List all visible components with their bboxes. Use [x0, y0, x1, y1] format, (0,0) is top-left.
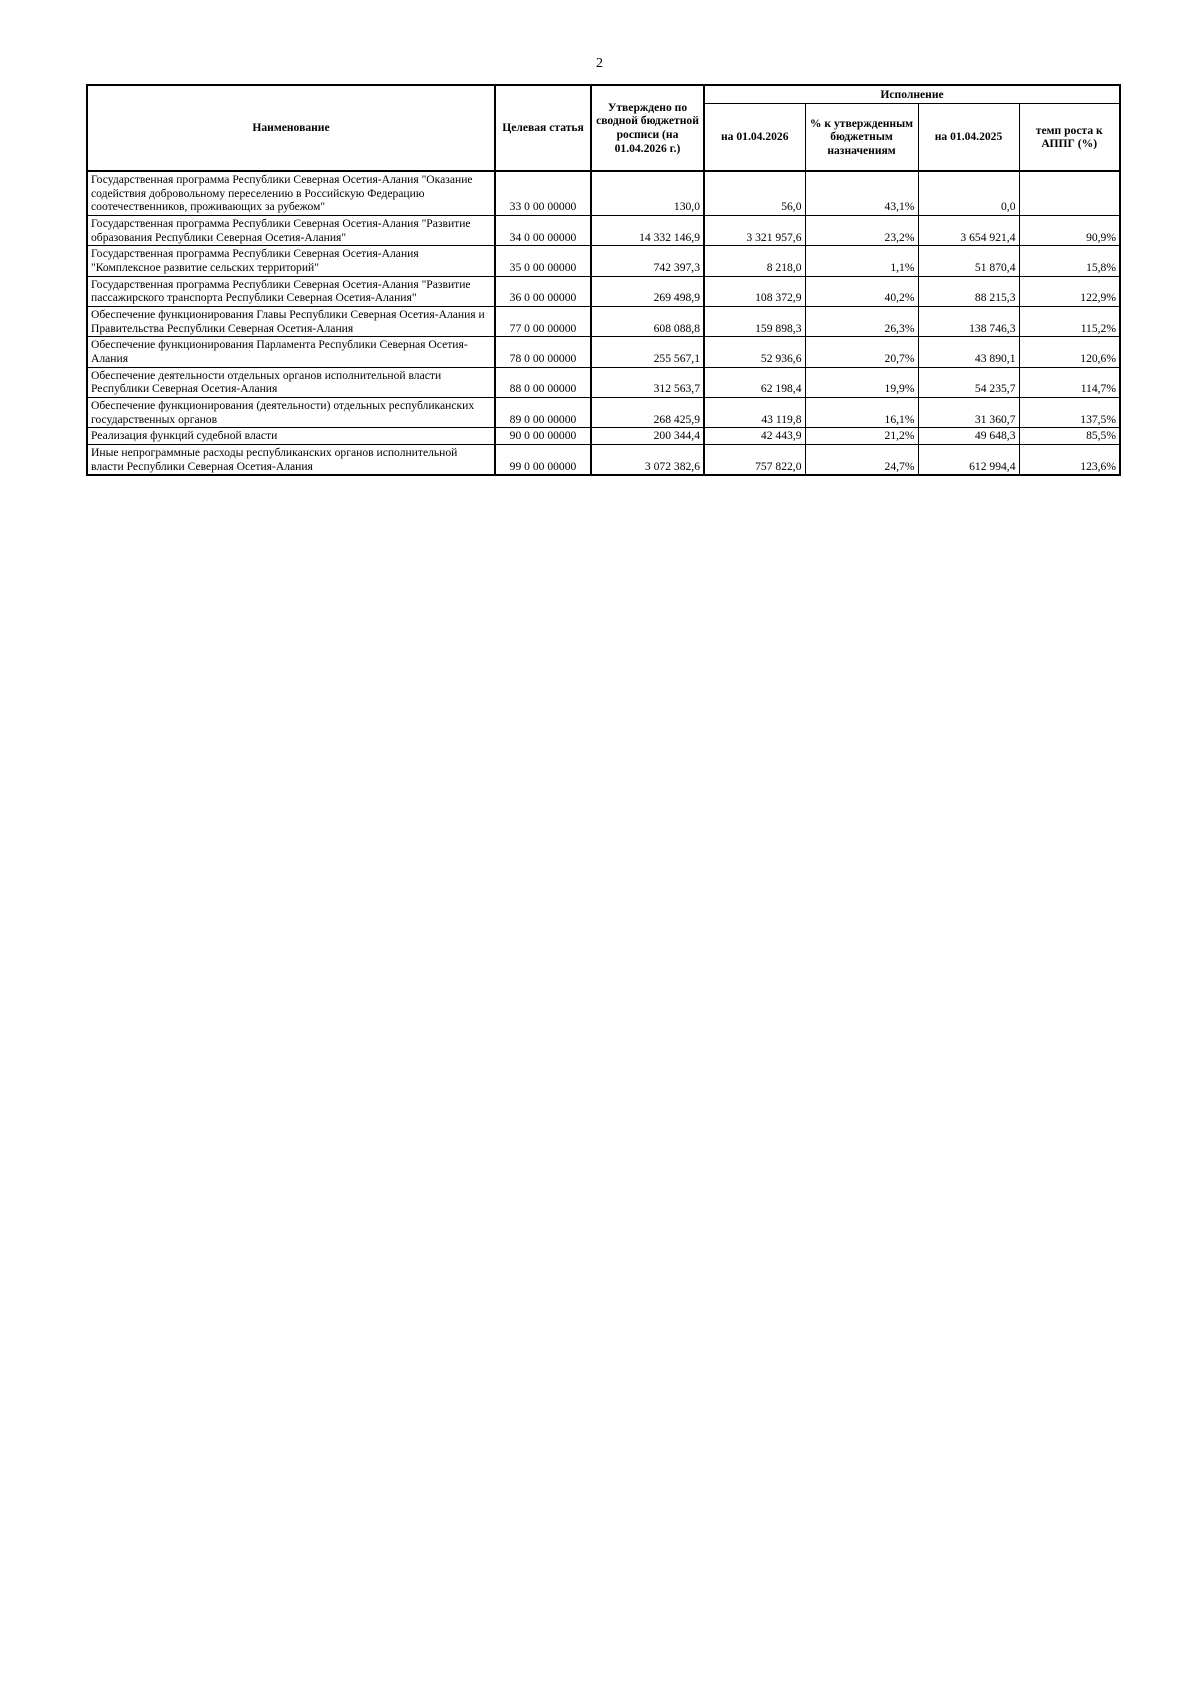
row-exec-2026: 159 898,3 — [704, 307, 805, 337]
row-exec-2026: 62 198,4 — [704, 367, 805, 397]
table-header — [87, 85, 1120, 171]
row-exec-2026: 56,0 — [704, 171, 805, 216]
row-pct: 40,2% — [805, 276, 918, 306]
row-name: Реализация функций судебной власти — [87, 428, 495, 445]
table-body — [87, 171, 1120, 475]
row-exec-2025: 612 994,4 — [918, 445, 1019, 476]
header-pct-approved: % к утвержденным бюджетным назначениям — [805, 104, 918, 171]
row-exec-2026: 52 936,6 — [704, 337, 805, 367]
table-row — [87, 337, 1120, 367]
row-growth: 114,7% — [1019, 367, 1120, 397]
row-code: 34 0 00 00000 — [495, 216, 591, 246]
row-approved: 312 563,7 — [591, 367, 704, 397]
row-exec-2025: 3 654 921,4 — [918, 216, 1019, 246]
row-exec-2026: 108 372,9 — [704, 276, 805, 306]
row-growth: 90,9% — [1019, 216, 1120, 246]
row-code: 78 0 00 00000 — [495, 337, 591, 367]
row-growth: 122,9% — [1019, 276, 1120, 306]
row-approved: 608 088,8 — [591, 307, 704, 337]
row-approved: 3 072 382,6 — [591, 445, 704, 476]
budget-execution-table — [86, 84, 1121, 476]
row-exec-2025: 54 235,7 — [918, 367, 1019, 397]
header-growth: темп роста к АППГ (%) — [1019, 104, 1120, 171]
row-exec-2025: 51 870,4 — [918, 246, 1019, 276]
row-code: 99 0 00 00000 — [495, 445, 591, 476]
table-row — [87, 216, 1120, 246]
header-name: Наименование — [87, 85, 495, 171]
page-number: 2 — [596, 56, 603, 71]
row-code: 90 0 00 00000 — [495, 428, 591, 445]
row-name: Обеспечение функционирования Парламента Республики Северная Осетия-Алания — [87, 337, 495, 367]
row-pct: 1,1% — [805, 246, 918, 276]
table-row — [87, 398, 1120, 428]
row-exec-2025: 43 890,1 — [918, 337, 1019, 367]
header-execution: Исполнение — [704, 85, 1120, 104]
row-exec-2025: 88 215,3 — [918, 276, 1019, 306]
row-growth — [1019, 171, 1120, 216]
row-exec-2025: 49 648,3 — [918, 428, 1019, 445]
header-code: Целевая статья — [495, 85, 591, 171]
row-exec-2025: 138 746,3 — [918, 307, 1019, 337]
row-name: Государственная программа Республики Северная Осетия-Алания "Развитие пассажирского транспорта Республики Северная Осетия-Алания" — [87, 276, 495, 306]
row-name: Обеспечение функционирования Главы Республики Северная Осетия-Алания и Правительства Республики Северная Осетия-Алания — [87, 307, 495, 337]
row-exec-2026: 757 822,0 — [704, 445, 805, 476]
row-pct: 20,7% — [805, 337, 918, 367]
row-approved: 200 344,4 — [591, 428, 704, 445]
row-exec-2026: 43 119,8 — [704, 398, 805, 428]
row-pct: 16,1% — [805, 398, 918, 428]
row-growth: 137,5% — [1019, 398, 1120, 428]
row-exec-2026: 3 321 957,6 — [704, 216, 805, 246]
table-row — [87, 307, 1120, 337]
row-pct: 19,9% — [805, 367, 918, 397]
row-exec-2025: 0,0 — [918, 171, 1019, 216]
row-code: 77 0 00 00000 — [495, 307, 591, 337]
row-exec-2026: 8 218,0 — [704, 246, 805, 276]
row-pct: 24,7% — [805, 445, 918, 476]
row-approved: 742 397,3 — [591, 246, 704, 276]
table-row — [87, 428, 1120, 445]
header-exec-2025: на 01.04.2025 — [918, 104, 1019, 171]
table-row — [87, 445, 1120, 476]
row-growth: 15,8% — [1019, 246, 1120, 276]
row-growth: 120,6% — [1019, 337, 1120, 367]
row-name: Обеспечение функционирования (деятельности) отдельных республиканских государственных органов — [87, 398, 495, 428]
row-name: Обеспечение деятельности отдельных органов исполнительной власти Республики Северная Осетия-Алания — [87, 367, 495, 397]
table-row — [87, 246, 1120, 276]
row-exec-2026: 42 443,9 — [704, 428, 805, 445]
row-approved: 255 567,1 — [591, 337, 704, 367]
row-name: Иные непрограммные расходы республиканских органов исполнительной власти Республики Северная Осетия-Алания — [87, 445, 495, 476]
row-pct: 23,2% — [805, 216, 918, 246]
table-row — [87, 367, 1120, 397]
row-pct: 21,2% — [805, 428, 918, 445]
row-code: 88 0 00 00000 — [495, 367, 591, 397]
row-growth: 123,6% — [1019, 445, 1120, 476]
row-code: 89 0 00 00000 — [495, 398, 591, 428]
row-pct: 43,1% — [805, 171, 918, 216]
row-growth: 85,5% — [1019, 428, 1120, 445]
row-code: 35 0 00 00000 — [495, 246, 591, 276]
row-name: Государственная программа Республики Северная Осетия-Алания "Развитие образования Республики Северная Осетия-Алания" — [87, 216, 495, 246]
row-name: Государственная программа Республики Северная Осетия-Алания "Комплексное развитие сельских территорий" — [87, 246, 495, 276]
header-exec-2026: на 01.04.2026 — [704, 104, 805, 171]
row-growth: 115,2% — [1019, 307, 1120, 337]
row-approved: 14 332 146,9 — [591, 216, 704, 246]
row-code: 36 0 00 00000 — [495, 276, 591, 306]
header-approved: Утверждено по сводной бюджетной росписи (на 01.04.2026 г.) — [591, 85, 704, 171]
row-name: Государственная программа Республики Северная Осетия-Алания "Оказание содействия добровольному переселению в Российскую Федерацию соотечественников, проживающих за рубежом" — [87, 171, 495, 216]
table-row — [87, 171, 1120, 216]
table-row — [87, 276, 1120, 306]
row-pct: 26,3% — [805, 307, 918, 337]
row-exec-2025: 31 360,7 — [918, 398, 1019, 428]
row-approved: 269 498,9 — [591, 276, 704, 306]
row-approved: 268 425,9 — [591, 398, 704, 428]
row-approved: 130,0 — [591, 171, 704, 216]
row-code: 33 0 00 00000 — [495, 171, 591, 216]
